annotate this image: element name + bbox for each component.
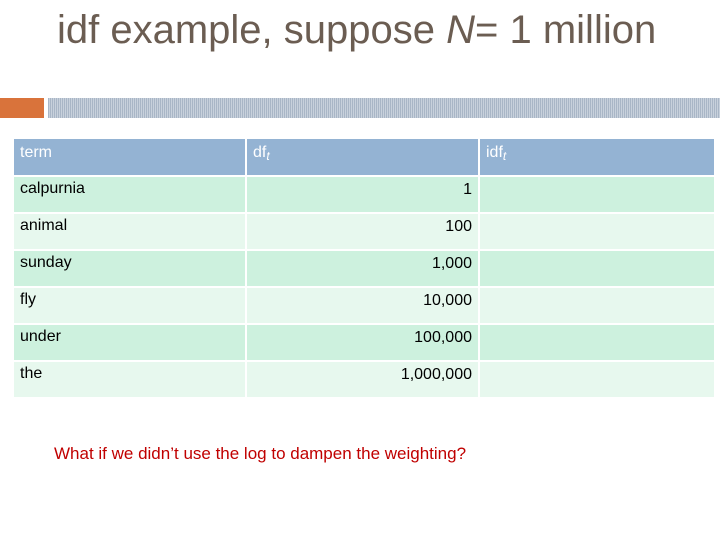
slide-title: [57, 8, 707, 52]
table-row: [13, 176, 715, 213]
cell-term: sunday: [13, 250, 246, 287]
table-row: [13, 324, 715, 361]
header-df: $df_t$: [246, 138, 479, 176]
title-variable: N: [446, 8, 476, 52]
cell-term: under: [13, 324, 246, 361]
cell-df: 1,000,000: [246, 361, 479, 398]
title-underline: [48, 98, 720, 118]
table-header-row: [13, 138, 715, 176]
cell-idf: [479, 213, 715, 250]
header-term: term: [13, 138, 246, 176]
cell-df: 1: [246, 176, 479, 213]
cell-df: 10,000: [246, 287, 479, 324]
cell-term: fly: [13, 287, 246, 324]
title-prefix: idf example, suppose: [57, 8, 447, 52]
table-row: [13, 287, 715, 324]
cell-idf: [479, 287, 715, 324]
cell-term: the: [13, 361, 246, 398]
cell-df: 100: [246, 213, 479, 250]
question-text: What if we didn’t use the log to dampen the weighting?: [54, 444, 467, 463]
title-suffix: = 1 million: [475, 8, 657, 52]
header-idf: idf$_t$: [479, 138, 715, 176]
table-row: [13, 361, 715, 398]
table-row: [13, 250, 715, 287]
cell-df: 1,000: [246, 250, 479, 287]
cell-term: calpurnia: [13, 176, 246, 213]
cell-term: animal: [13, 213, 246, 250]
title-accent-bar: [0, 98, 44, 118]
cell-idf: [479, 361, 715, 398]
table-row: [13, 213, 715, 250]
cell-idf: [479, 324, 715, 361]
cell-df: 100,000: [246, 324, 479, 361]
cell-idf: [479, 176, 715, 213]
cell-idf: [479, 250, 715, 287]
idf-table: [12, 137, 716, 399]
